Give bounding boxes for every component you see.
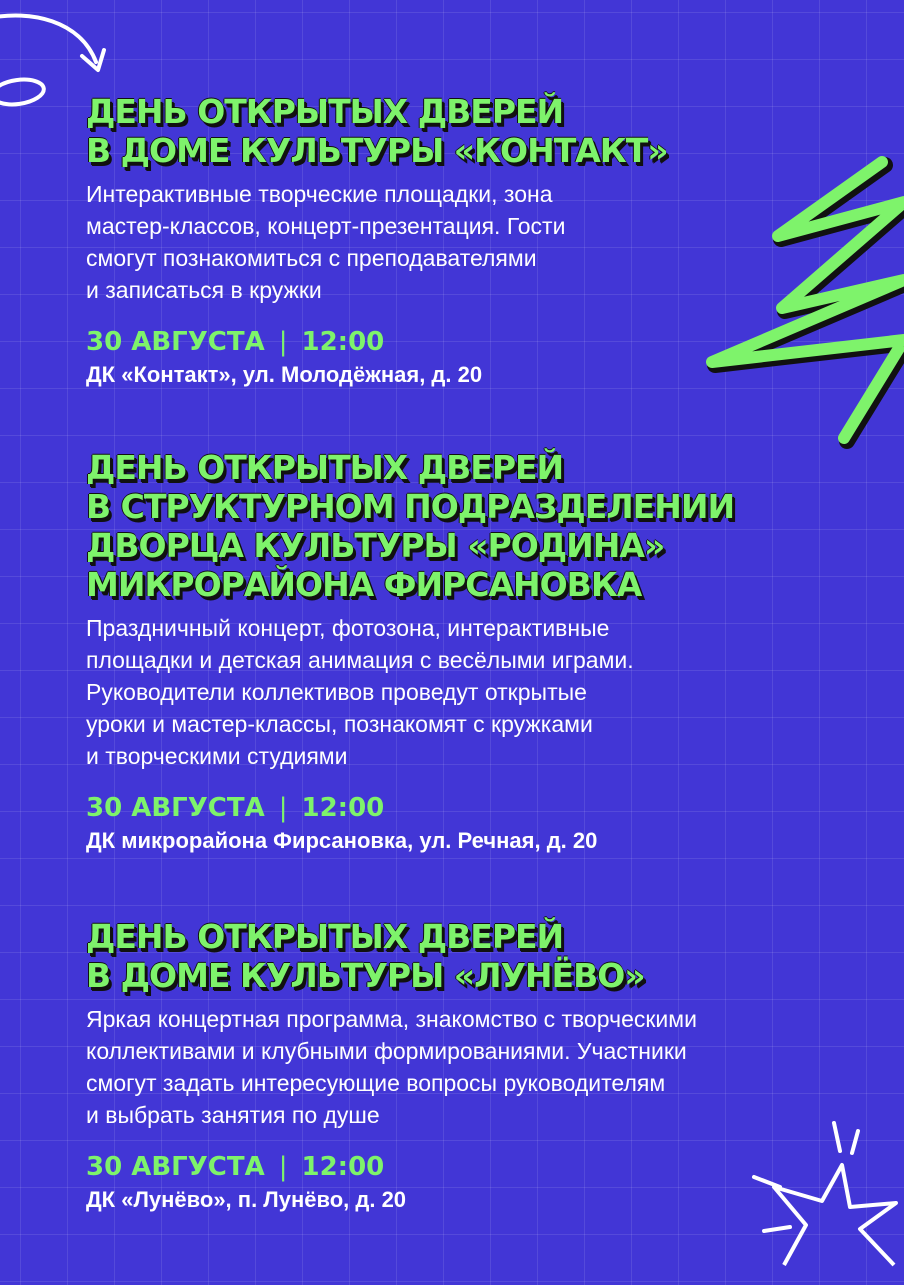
event-description: Яркая концертная программа, знакомство с творческими коллективами и клубными формированиями. Участники смогут задать интересующие вопросы руководителям и выбрать занятия по душе xyxy=(86,1006,697,1128)
event-date: 30 АВГУСТА xyxy=(86,793,265,823)
event-time: 12:00 xyxy=(301,1152,385,1182)
event-place: ДК микрорайона Фирсановка, ул. Речная, д. 20 xyxy=(86,828,598,853)
event-datetime xyxy=(86,326,874,358)
event-title: ДЕНЬ ОТКРЫТЫХ ДВЕРЕЙ В ДОМЕ КУЛЬТУРЫ «ЛУНЁВО» xyxy=(86,917,645,995)
event-datetime xyxy=(86,1151,874,1183)
event-title: ДЕНЬ ОТКРЫТЫХ ДВЕРЕЙ В СТРУКТУРНОМ ПОДРАЗДЕЛЕНИИ ДВОРЦА КУЛЬТУРЫ «РОДИНА» МИКРОРАЙОНА ФИРСАНОВКА xyxy=(86,448,735,604)
event-lunevo xyxy=(86,917,874,1215)
event-place: ДК «Лунёво», п. Лунёво, д. 20 xyxy=(86,1187,407,1212)
event-datetime xyxy=(86,792,874,824)
separator: | xyxy=(278,1152,288,1182)
event-time: 12:00 xyxy=(301,327,385,357)
event-time: 12:00 xyxy=(301,793,385,823)
event-kontakt xyxy=(86,92,874,390)
separator: | xyxy=(278,327,288,357)
event-date: 30 АВГУСТА xyxy=(86,327,265,357)
event-description: Интерактивные творческие площадки, зона мастер-классов, концерт-презентация. Гости смогут познакомиться с преподавателями и записаться в кружки xyxy=(86,181,566,303)
separator: | xyxy=(278,793,288,823)
event-rodina xyxy=(86,448,874,856)
event-place: ДК «Контакт», ул. Молодёжная, д. 20 xyxy=(86,362,483,387)
event-description: Праздничный концерт, фотозона, интерактивные площадки и детская анимация с весёлыми играми. Руководители коллективов проведут открытые уроки и мастер-классы, познакомят с кружками и творческими студиями xyxy=(86,615,634,769)
event-title: ДЕНЬ ОТКРЫТЫХ ДВЕРЕЙ В ДОМЕ КУЛЬТУРЫ «КОНТАКТ» xyxy=(86,92,668,170)
event-date: 30 АВГУСТА xyxy=(86,1152,265,1182)
